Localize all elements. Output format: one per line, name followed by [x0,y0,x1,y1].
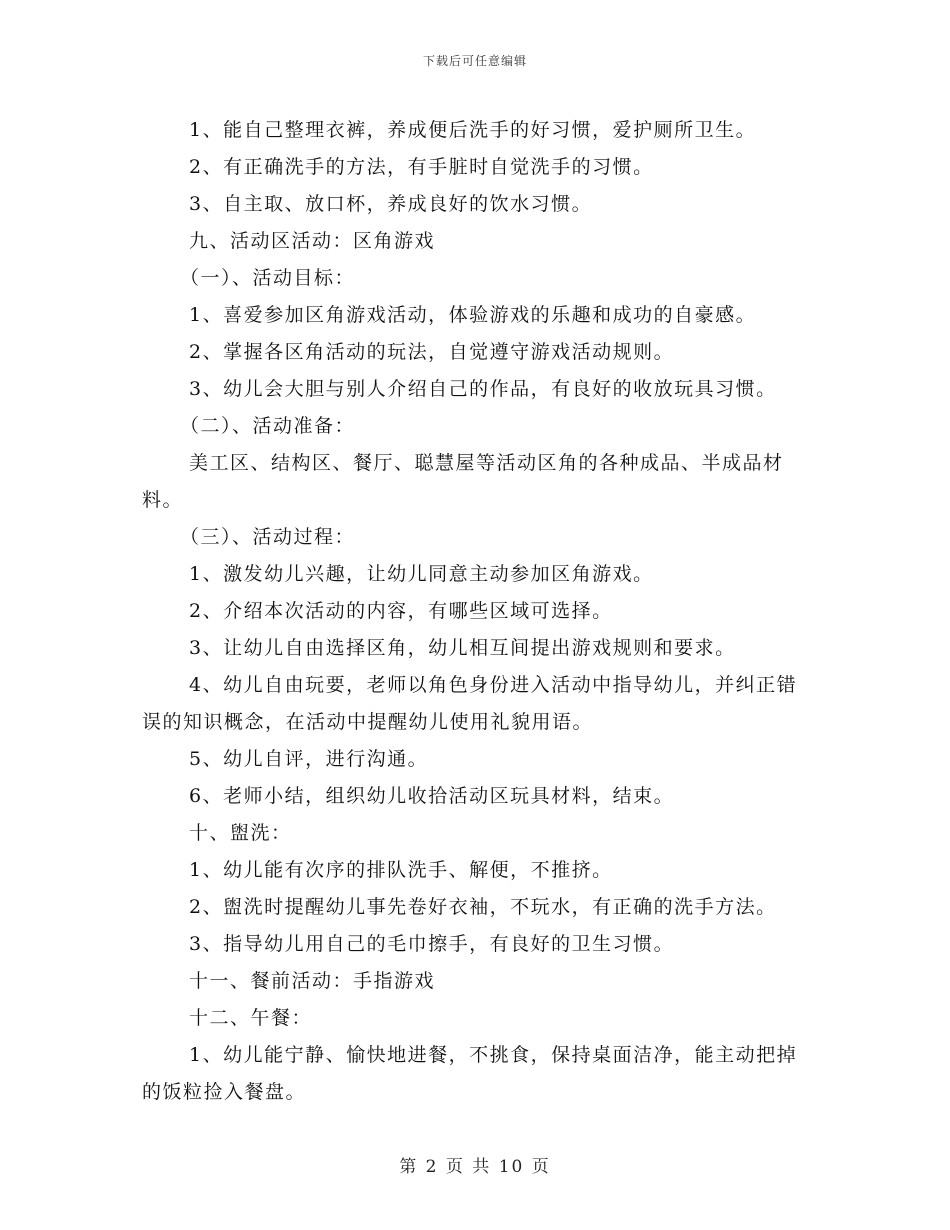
paragraph: 2、盥洗时提醒幼儿事先卷好衣袖，不玩水，有正确的洗手方法。 [189,896,777,918]
paragraph: 美工区、结构区、餐厅、聪慧屋等活动区角的各种成品、半成品材料。 [142,452,784,511]
document-body [142,112,812,1111]
section-heading: 十、盥洗： [189,822,292,844]
paragraph: 1、能自己整理衣裤，养成便后洗手的好习惯，爱护厕所卫生。 [189,119,757,141]
paragraph: 5、幼儿自评，进行沟通。 [189,748,429,770]
page-footer: 第 2 页 共 10 页 [399,1157,551,1177]
paragraph: 1、喜爱参加区角游戏活动，体验游戏的乐趣和成功的自豪感。 [189,304,757,326]
paragraph: 1、幼儿能有次序的排队洗手、解便，不推挤。 [189,859,613,881]
section-heading: 十二、午餐： [189,1007,313,1029]
paragraph: 1、激发幼儿兴趣，让幼儿同意主动参加区角游戏。 [189,563,654,585]
section-heading: 十一、餐前活动：手指游戏 [189,970,436,992]
paragraph: 2、有正确洗手的方法，有手脏时自觉洗手的习惯。 [189,156,654,178]
paragraph: 2、掌握各区角活动的玩法，自觉遵守游戏活动规则。 [189,341,675,363]
paragraph: 2、介绍本次活动的内容，有哪些区域可选择。 [189,600,613,622]
section-heading: 九、活动区活动：区角游戏 [189,230,436,252]
subsection-heading: （二）、活动准备： [180,415,356,437]
paragraph: 3、让幼儿自由选择区角，幼儿相互间提出游戏规则和要求。 [189,637,736,659]
paragraph: 3、自主取、放口杯，养成良好的饮水习惯。 [189,193,593,215]
page-header: 下载后可任意编辑 [422,54,527,68]
subsection-heading: （三）、活动过程： [180,526,356,548]
paragraph: 6、老师小结，组织幼儿收拾活动区玩具材料，结束。 [189,785,675,807]
paragraph: 3、幼儿会大胆与别人介绍自己的作品，有良好的收放玩具习惯。 [189,378,777,400]
paragraph: 4、幼儿自由玩要，老师以角色身份进入活动中指导幼儿，并纠正错误的知识概念，在活动中提醒幼儿使用礼貌用语。 [142,674,798,733]
paragraph: 3、指导幼儿用自己的毛巾擦手，有良好的卫生习惯。 [189,933,675,955]
subsection-heading: （一）、活动目标： [180,267,356,289]
paragraph: 1、幼儿能宁静、愉快地进餐，不挑食，保持桌面洁净，能主动把掉的饭粒捡入餐盘。 [142,1044,798,1103]
